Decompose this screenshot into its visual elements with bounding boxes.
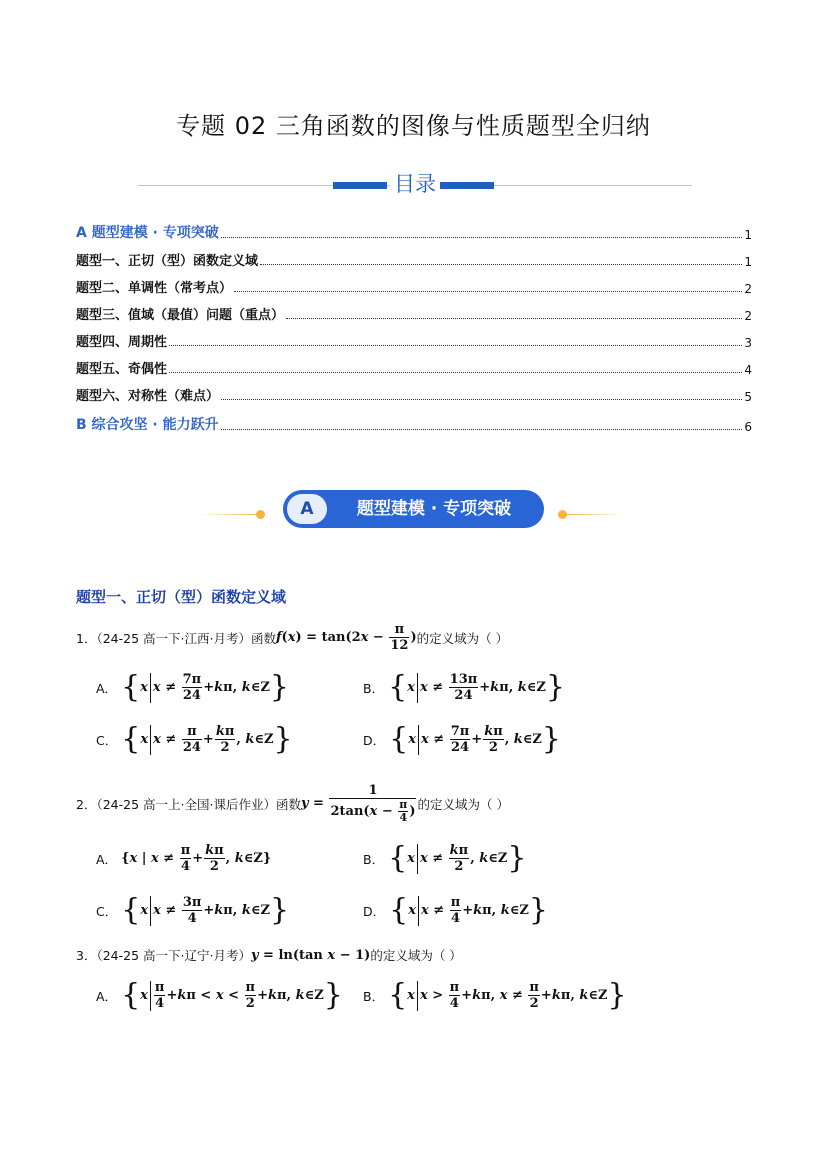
option-label: A． [96, 851, 118, 867]
option-label: C． [96, 732, 118, 748]
q3-option-b[interactable] [363, 977, 627, 1013]
option-formula: {x x > $\frac{\pi}{4}$ +kπ, x ≠ $\frac{\pi}{2}$ +kπ, k∈Z} [388, 977, 627, 1013]
toc-label: 题型六、对称性（难点） [76, 389, 220, 404]
q1-option-a[interactable] [96, 669, 289, 705]
toc-page: 5 [744, 390, 752, 404]
toc-page: 3 [744, 336, 752, 350]
option-formula: {x x ≠ $\frac{3\pi}{4}$ +kπ, k∈Z} [121, 892, 290, 928]
q1-option-c[interactable] [96, 721, 293, 757]
toc-page: 6 [744, 420, 752, 434]
q2-option-d[interactable] [363, 892, 548, 928]
banner-line-right [566, 514, 626, 515]
toc-item-5[interactable] [76, 357, 752, 377]
question-2-ask: 的定义域为（ ） [417, 796, 509, 812]
toc-item-3[interactable] [76, 303, 752, 323]
toc-label: B 综合攻坚 · 能力跃升 [76, 417, 219, 433]
question-2 [76, 783, 509, 824]
question-2-formula: y = 1 2tan(x − $\frac{\pi}{4}$ ) [300, 783, 416, 824]
banner-dot-left [256, 510, 265, 519]
question-1-ask: 的定义域为（ ） [416, 630, 509, 646]
option-formula: {x x ≠ $\frac{13\pi}{24}$ +kπ, k∈Z} [388, 669, 565, 705]
question-1 [76, 622, 508, 653]
toc-page: 4 [744, 363, 752, 377]
banner-title: 题型建模 · 专项突破 [356, 499, 512, 519]
toc-heading: 目录 [390, 168, 440, 198]
q3-option-a[interactable] [96, 977, 343, 1013]
question-type-heading: 题型一、正切（型）函数定义域 [76, 588, 287, 606]
option-formula: {x x ≠ $\frac{k\pi}{2}$ , k∈Z} [388, 840, 527, 876]
toc-label: 题型二、单调性（常考点） [76, 281, 233, 296]
toc-item-4[interactable] [76, 330, 752, 350]
toc-label: 题型五、奇偶性 [76, 362, 168, 377]
toc-page: 2 [744, 282, 752, 296]
option-label: B． [363, 680, 385, 696]
option-label: A． [96, 988, 118, 1004]
toc-item-2[interactable] [76, 276, 752, 296]
toc-label: 题型四、周期性 [76, 335, 168, 350]
q2-option-b[interactable] [363, 840, 527, 876]
option-label: D． [363, 732, 386, 748]
page-title: 专题 02 三角函数的图像与性质题型全归纳 [176, 112, 651, 140]
question-3-ask: 的定义域为（ ） [370, 948, 462, 963]
toc-item-b[interactable] [76, 414, 752, 434]
question-3 [76, 946, 462, 964]
banner-dot-right [558, 510, 567, 519]
option-formula: {x x ≠ $\frac{\pi}{4}$ +kπ, k∈Z} [389, 892, 548, 928]
toc-band-left [333, 182, 387, 189]
option-label: A． [96, 680, 118, 696]
toc-item-a[interactable] [76, 222, 752, 242]
question-3-formula: y = ln(tan x − 1) [250, 947, 371, 963]
q1-option-b[interactable] [363, 669, 565, 705]
banner-line-left [200, 514, 260, 515]
q2-option-a[interactable] [96, 843, 271, 874]
option-formula: {x $\frac{\pi}{4}$ +kπ < x < $\frac{\pi}{2}$ +kπ, k∈Z} [121, 977, 343, 1013]
q1-option-d[interactable] [363, 721, 562, 757]
toc-page: 1 [744, 255, 752, 269]
option-label: C． [96, 903, 118, 919]
question-3-source: 3．（24-25 高一下·辽宁·月考） [76, 948, 251, 963]
option-label: B． [363, 988, 385, 1004]
banner-letter: A [287, 494, 327, 524]
toc-label: 题型三、值域（最值）问题（重点） [76, 308, 285, 323]
option-formula: {x x ≠ $\frac{7\pi}{24}$ + $\frac{k\pi}{2}$ , k∈Z} [389, 721, 562, 757]
option-formula: {x x ≠ $\frac{\pi}{24}$ + $\frac{k\pi}{2}$ , k∈Z} [121, 721, 293, 757]
toc-page: 2 [744, 309, 752, 323]
question-2-source: 2．（24-25 高一上·全国·课后作业）函数 [76, 796, 301, 812]
toc-label: A 题型建模 · 专项突破 [76, 225, 219, 241]
question-1-formula: f(x) = tan(2x − $\frac{\pi}{12}$ ) [275, 622, 417, 653]
option-label: D． [363, 903, 386, 919]
toc-band-right [440, 182, 494, 189]
toc-item-6[interactable] [76, 384, 752, 404]
q2-option-c[interactable] [96, 892, 290, 928]
toc-page: 1 [744, 228, 752, 242]
question-1-source: 1．（24-25 高一下·江西·月考）函数 [76, 630, 276, 646]
toc-label: 题型一、正切（型）函数定义域 [76, 254, 259, 269]
option-formula: {x | x ≠ $\frac{\pi}{4}$ + $\frac{k\pi}{2}$ , k∈Z} [121, 843, 272, 874]
option-formula: {x x ≠ $\frac{7\pi}{24}$ +kπ, k∈Z} [121, 669, 289, 705]
toc-item-1[interactable] [76, 249, 752, 269]
option-label: B． [363, 851, 385, 867]
